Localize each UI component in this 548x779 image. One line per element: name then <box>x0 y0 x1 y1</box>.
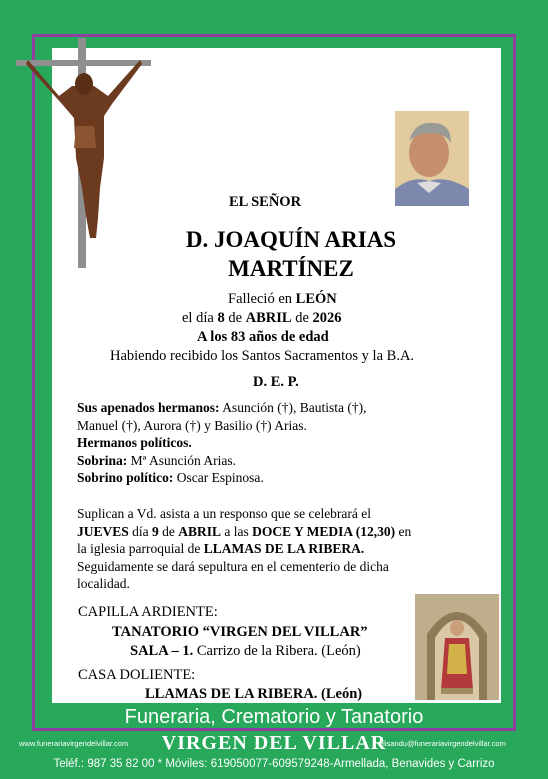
footer-email-link[interactable]: elisandu@funerariavirgendelvillar.com <box>379 739 506 748</box>
service-line5: localidad. <box>77 576 130 591</box>
niece-line: Sobrina: Mª Asunción Arias. <box>77 452 236 468</box>
chapel-label: CAPILLA ARDIENTE: <box>78 604 218 620</box>
brothers-line1: Sus apenados hermanos: Asunción (†), Bautista (†), <box>77 400 367 415</box>
footer-website-link[interactable]: www.funerariavirgendelvillar.com <box>19 739 129 748</box>
service-section <box>77 505 487 593</box>
footer-title: Funeraria, Crematorio y Tanatorio <box>124 706 424 728</box>
service-line4: Seguidamente se dará sepultura en el cementerio de dicha <box>77 558 389 574</box>
title-small: EL SEÑOR <box>228 194 302 210</box>
age-line: A los 83 años de edad <box>197 329 329 345</box>
nephew-line: Sobrino político: Oscar Espinosa. <box>77 470 264 485</box>
sacraments-line: Habiendo recibido los Santos Sacramentos y la B.A. <box>110 348 415 364</box>
service-line2: JUEVES día 9 de ABRIL a las DOCE Y MEDIA (12,30) en <box>77 523 412 539</box>
virgin-statue-photo <box>415 594 499 700</box>
service-line3: la iglesia parroquial de LLAMAS DE LA RIBERA. <box>77 541 365 556</box>
death-place-line: Falleció en LEÓN <box>228 291 337 307</box>
house-place: LLAMAS DE LA RIBERA. (León) <box>145 686 363 702</box>
loincloth <box>74 126 96 148</box>
death-date-line: el día 8 de ABRIL de 2026 <box>182 310 342 326</box>
chapel-name: TANATORIO “VIRGEN DEL VILLAR” <box>112 624 368 640</box>
footer-company-name: VIRGEN DEL VILLAR <box>161 732 387 754</box>
chapel-sala: SALA – 1. Carrizo de la Ribera. (León) <box>130 643 361 659</box>
deceased-name-line1: D. JOAQUÍN ARIAS <box>185 227 397 252</box>
corpus-head <box>75 73 93 95</box>
service-line1: Suplican a Vd. asista a un responso que se celebrará el <box>77 506 372 521</box>
footer-phone: Teléf.: 987 35 82 00 * Móviles: 619050077-609579248-Armellada, Benavides y Carrizo <box>53 758 495 770</box>
family-section <box>77 399 487 487</box>
deceased-name-line2: MARTÍNEZ <box>228 256 354 281</box>
brothers-line2: Manuel (†), Aurora (†) y Basilio (†) Arias. <box>77 417 307 433</box>
house-label: CASA DOLIENTE: <box>78 667 196 683</box>
portrait-photo <box>395 111 469 206</box>
cross-horizontal-beam <box>16 60 151 66</box>
dep-line: D. E. P. <box>253 374 299 390</box>
inlaws-line: Hermanos políticos. <box>77 435 192 450</box>
